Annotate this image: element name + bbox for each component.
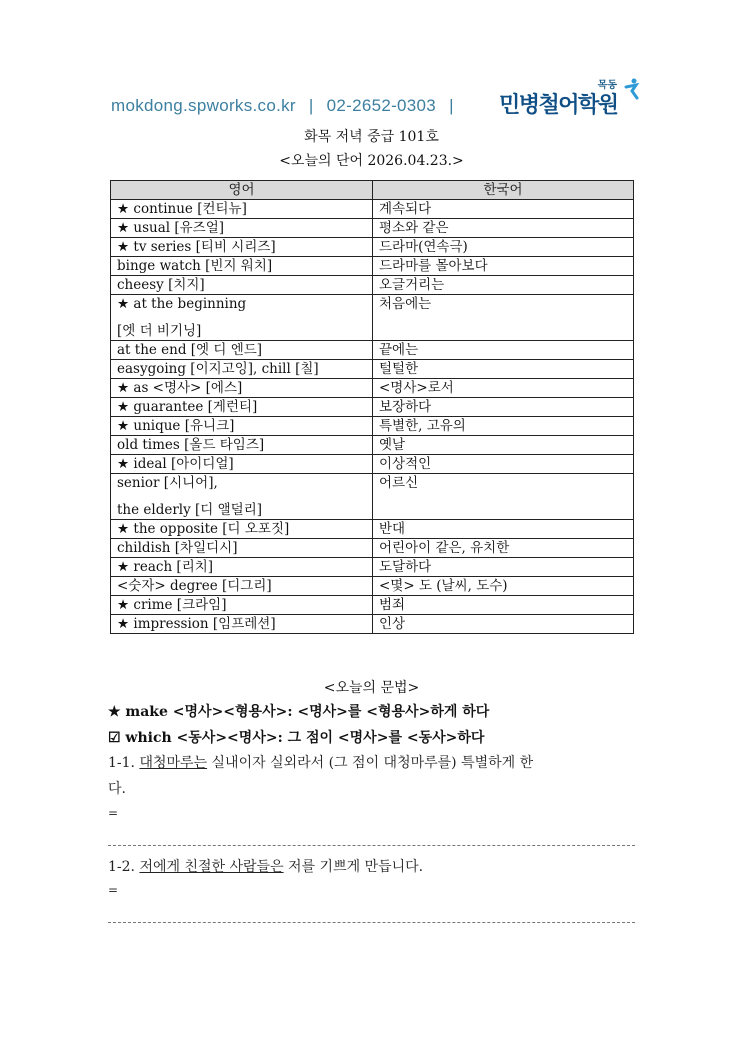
korean-cell: 드라마(연속극) (373, 238, 634, 257)
grammar-rule-which: ☑ which <동사><명사>: 그 점이 <명사>를 <동사>하다 (108, 730, 485, 746)
korean-cell: 털털한 (373, 360, 634, 379)
english-cell: ★ usual [유즈얼] (111, 219, 373, 238)
academy-logo (499, 76, 639, 122)
example-number: 1-1. (108, 755, 135, 771)
korean-cell: <명사>로서 (373, 379, 634, 398)
table-row (111, 558, 634, 577)
header-korean: 한국어 (373, 181, 634, 200)
korean-cell: 도달하다 (373, 558, 634, 577)
english-line: the elderly [디 앨덜리] (117, 502, 263, 518)
english-line: senior [시니어], (117, 475, 218, 491)
english-cell: ★ crime [크라임] (111, 596, 373, 615)
vocabulary-table (110, 180, 634, 634)
class-title: 화목 저녁 중급 101호 (304, 129, 439, 145)
logo-runner-icon (623, 78, 639, 100)
table-row (111, 520, 634, 539)
korean-cell: 반대 (373, 520, 634, 539)
logo-small-text: 목동 (597, 80, 617, 91)
korean-cell: 어린아이 같은, 유치한 (373, 539, 634, 558)
english-cell: cheesy [치지] (111, 276, 373, 295)
korean-cell: 끝에는 (373, 341, 634, 360)
table-row (111, 539, 634, 558)
separator: | (308, 96, 314, 115)
korean-cell: 인상 (373, 615, 634, 634)
table-row (111, 360, 634, 379)
answer-marker: = (108, 883, 119, 897)
korean-cell: <몇> 도 (날씨, 도수) (373, 577, 634, 596)
word-of-day-title: <오늘의 단어 2026.04.23.> (279, 153, 464, 169)
table-row (111, 436, 634, 455)
grammar-title: <오늘의 문법> (323, 680, 420, 696)
example-text: 저를 기쁘게 만듭니다. (288, 859, 424, 875)
table-row (111, 200, 634, 219)
example-underlined: 대청마루는 (139, 755, 208, 771)
table-header-row (111, 181, 634, 200)
header-english: 영어 (111, 181, 373, 200)
table-row (111, 276, 634, 295)
korean-cell: 평소와 같은 (373, 219, 634, 238)
website-text: mokdong.spworks.co.kr (111, 96, 296, 115)
korean-cell: 처음에는 (373, 295, 634, 341)
english-cell: ★ tv series [티비 시리즈] (111, 238, 373, 257)
english-cell: ★ reach [리치] (111, 558, 373, 577)
korean-cell: 특별한, 고유의 (373, 417, 634, 436)
table-row (111, 615, 634, 634)
answer-dashed-line (108, 922, 635, 923)
english-cell: old times [올드 타임즈] (111, 436, 373, 455)
logo-main-text: 민병철어학원 (499, 93, 618, 118)
table-row (111, 379, 634, 398)
korean-cell: 보장하다 (373, 398, 634, 417)
table-row (111, 577, 634, 596)
korean-cell: 오글거리는 (373, 276, 634, 295)
korean-cell: 이상적인 (373, 455, 634, 474)
example-text: 실내이자 실외라서 (그 점이 대청마루를) 특별하게 한 (211, 755, 534, 771)
table-row (111, 295, 634, 341)
example-number: 1-2. (108, 859, 135, 875)
example-1 (108, 752, 533, 772)
english-line: [엣 더 비기닝] (117, 323, 202, 339)
example-1-continued: 다. (108, 781, 126, 797)
english-cell: binge watch [빈지 워치] (111, 257, 373, 276)
english-cell: ★ as <명사> [에스] (111, 379, 373, 398)
table-row (111, 455, 634, 474)
phone-text: 02-2652-0303 (326, 96, 437, 115)
table-row (111, 341, 634, 360)
english-cell (111, 295, 373, 341)
english-cell: ★ impression [임프레션] (111, 615, 373, 634)
table-row (111, 596, 634, 615)
table-row (111, 257, 634, 276)
table-row (111, 474, 634, 520)
grammar-rule-make: ★ make <명사><형용사>: <명사>를 <형용사>하게 하다 (108, 704, 490, 720)
english-cell (111, 474, 373, 520)
english-cell: ★ unique [유니크] (111, 417, 373, 436)
english-cell: <숫자> degree [디그리] (111, 577, 373, 596)
korean-cell: 옛날 (373, 436, 634, 455)
answer-marker: = (108, 806, 119, 820)
english-cell: ★ the opposite [디 오포짓] (111, 520, 373, 539)
separator: | (449, 96, 454, 115)
english-cell: easygoing [이지고잉], chill [칠] (111, 360, 373, 379)
english-cell: childish [차일디시] (111, 539, 373, 558)
english-cell: ★ guarantee [게런티] (111, 398, 373, 417)
example-2 (108, 856, 423, 876)
answer-dashed-line (108, 845, 635, 846)
table-row (111, 417, 634, 436)
english-cell: at the end [엣 디 엔드] (111, 341, 373, 360)
korean-cell: 계속되다 (373, 200, 634, 219)
korean-cell: 드라마를 몰아보다 (373, 257, 634, 276)
english-cell: ★ ideal [아이디얼] (111, 455, 373, 474)
header-contact-line (111, 96, 467, 116)
example-underlined: 저에게 친절한 사람들은 (139, 859, 284, 875)
table-row (111, 398, 634, 417)
table-row (111, 238, 634, 257)
table-row (111, 219, 634, 238)
english-cell: ★ continue [컨티뉴] (111, 200, 373, 219)
korean-cell: 어르신 (373, 474, 634, 520)
korean-cell: 범죄 (373, 596, 634, 615)
english-line: ★ at the beginning (117, 296, 247, 312)
